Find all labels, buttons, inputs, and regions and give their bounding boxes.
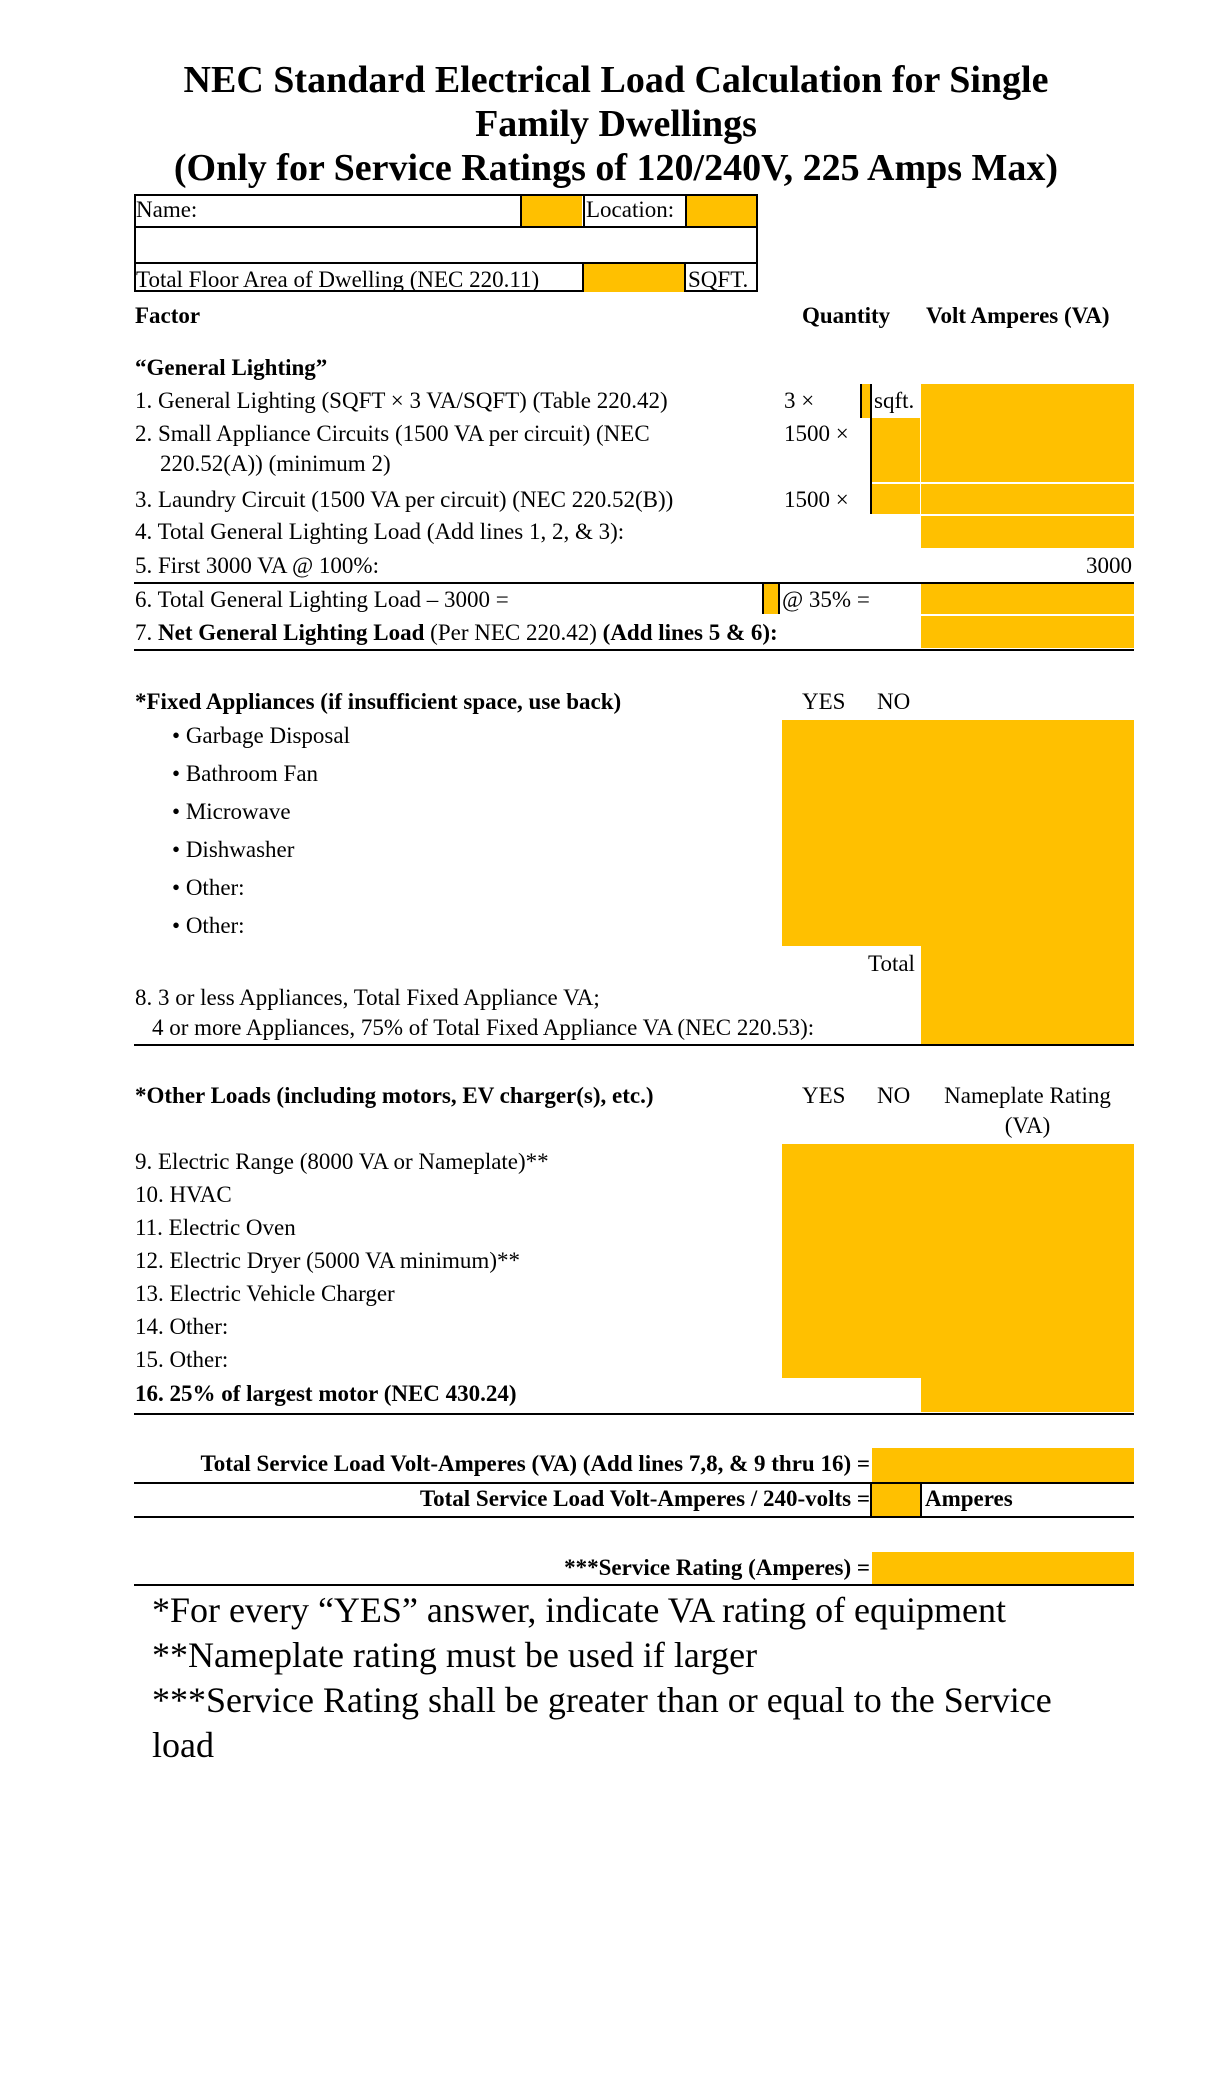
gl-line-7-mid: (Per NEC 220.42) — [424, 620, 603, 645]
title-line-2: Family Dwellings — [475, 103, 757, 145]
fixed-item-6: • Other: — [172, 913, 245, 938]
gl-divider-bottom — [134, 649, 1134, 651]
nameplate-header-2: (VA) — [1004, 1113, 1051, 1138]
fixed-item-5-label: Other: — [185, 875, 245, 900]
gl-line-7-bold: Net General Lighting Load — [158, 620, 425, 645]
title-line-3: (Only for Service Ratings of 120/240V, 225 Amps Max) — [173, 147, 1059, 189]
gl-line-2a: 2. Small Appliance Circuits (1500 VA per circuit) (NEC — [135, 421, 650, 446]
floor-area-label: Total Floor Area of Dwelling (NEC 220.11) — [136, 267, 540, 292]
service-rating-divider — [134, 1584, 1134, 1586]
totals-divider-mid — [134, 1482, 1134, 1484]
fixed-appliances-heading: *Fixed Appliances (if insufficient space, use back) — [135, 689, 622, 714]
total-va-input[interactable] — [872, 1448, 1134, 1482]
other-nameplate-column[interactable] — [921, 1144, 1138, 1380]
fixed-no-header: NO — [877, 689, 911, 714]
general-lighting-heading: “General Lighting” — [135, 355, 328, 380]
total-amps-label: Total Service Load Volt-Amperes / 240-volts = — [419, 1486, 870, 1511]
other-item-9: 9. Electric Range (8000 VA or Nameplate)** — [135, 1149, 549, 1174]
gl-line-6: 6. Total General Lighting Load – 3000 = — [135, 587, 509, 612]
gl-line-2-va-input[interactable] — [921, 418, 1134, 482]
fixed-item-2: • Bathroom Fan — [172, 761, 319, 786]
total-amps-right-border — [920, 1482, 922, 1516]
fixed-item-6-label: Other: — [185, 913, 245, 938]
note-3: ***Service Rating shall be greater than or equal to the Service — [152, 1680, 1052, 1720]
gl-line-1-qty-right-border — [870, 384, 872, 418]
other-line-16: 16. 25% of largest motor (NEC 430.24) — [135, 1381, 517, 1406]
gl-line-1-qty: 3 × — [784, 388, 815, 413]
note-4: load — [152, 1725, 214, 1765]
line-16-va-input[interactable] — [921, 1378, 1134, 1412]
name-label: Name: — [136, 197, 198, 222]
other-no-column[interactable] — [874, 1144, 924, 1380]
gl-sqft-input[interactable] — [862, 384, 870, 418]
gl-line-7-prefix: 7. — [135, 620, 158, 645]
gl-line-7 — [135, 619, 778, 647]
fixed-item-4: • Dishwasher — [172, 837, 295, 862]
other-item-11: 11. Electric Oven — [135, 1215, 296, 1240]
totals-divider-bottom — [134, 1516, 1134, 1518]
total-amps-input[interactable] — [872, 1484, 920, 1516]
quantity-header: Quantity — [802, 303, 891, 328]
va-header: Volt Amperes (VA) — [926, 303, 1110, 328]
other-item-10: 10. HVAC — [135, 1182, 232, 1207]
gl-line-3: 3. Laundry Circuit (1500 VA per circuit) (NEC 220.52(B)) — [135, 487, 674, 512]
fixed-item-5: • Other: — [172, 875, 245, 900]
other-loads-heading: *Other Loads (including motors, EV charger(s), etc.) — [135, 1083, 654, 1108]
fixed-divider-bottom — [134, 1044, 1134, 1046]
sqft-unit: SQFT. — [688, 267, 749, 292]
gl-line-6-va-input[interactable] — [921, 584, 1134, 614]
fixed-line-8a: 8. 3 or less Appliances, Total Fixed Appliance VA; — [135, 985, 600, 1010]
fixed-line-8b: 4 or more Appliances, 75% of Total Fixed Appliance VA (NEC 220.53): — [152, 1015, 815, 1040]
fixed-item-3-label: Microwave — [185, 799, 291, 824]
gl-line-1-va-input[interactable] — [921, 384, 1134, 418]
other-item-14: 14. Other: — [135, 1314, 229, 1339]
title-line-1: NEC Standard Electrical Load Calculation for Single — [183, 59, 1049, 101]
fixed-no-column[interactable] — [874, 720, 924, 948]
gl-line-2-qty: 1500 × — [784, 421, 849, 446]
factor-header: Factor — [135, 303, 201, 328]
service-rating-label: ***Service Rating (Amperes) = — [564, 1555, 870, 1580]
other-yes-header: YES — [802, 1083, 846, 1108]
fixed-item-2-label: Bathroom Fan — [185, 761, 319, 786]
gl-line-7-bold2: (Add lines 5 & 6): — [602, 620, 778, 645]
gl-sqft-unit: sqft. — [874, 388, 915, 413]
page-title — [0, 58, 1232, 190]
gl-line-6-input[interactable] — [764, 584, 778, 614]
location-divider — [583, 194, 585, 227]
fixed-yes-header: YES — [802, 689, 846, 714]
fixed-yes-column[interactable] — [782, 720, 876, 948]
sqft-divider — [684, 262, 686, 292]
fixed-va-column[interactable] — [921, 720, 1138, 948]
other-yes-column[interactable] — [782, 1144, 876, 1380]
small-appliance-qty-input[interactable] — [872, 418, 920, 482]
amperes-label: Amperes — [925, 1486, 1013, 1511]
gl-line-6-pct: @ 35% = — [782, 587, 870, 612]
laundry-qty-input[interactable] — [872, 484, 920, 514]
gl-line-4: 4. Total General Lighting Load (Add lines 1, 2, & 3): — [135, 519, 625, 544]
gl-line-2b: 220.52(A)) (minimum 2) — [160, 451, 391, 476]
fixed-total-label: Total — [868, 951, 915, 976]
gl-line-4-va-input[interactable] — [921, 516, 1134, 548]
location-label: Location: — [586, 197, 675, 222]
note-1: *For every “YES” answer, indicate VA rating of equipment — [152, 1590, 1007, 1630]
gl-line-3-va-input[interactable] — [921, 484, 1134, 514]
fixed-item-1: • Garbage Disposal — [172, 723, 350, 748]
fixed-item-3: • Microwave — [172, 799, 291, 824]
other-item-12: 12. Electric Dryer (5000 VA minimum)** — [135, 1248, 520, 1273]
gl-line-1: 1. General Lighting (SQFT × 3 VA/SQFT) (Table 220.42) — [135, 388, 668, 413]
header-blank-input[interactable] — [136, 228, 756, 262]
location-input[interactable] — [687, 196, 756, 226]
fixed-item-4-label: Dishwasher — [185, 837, 295, 862]
total-va-label: Total Service Load Volt-Amperes (VA) (Add lines 7,8, & 9 thru 16) = — [200, 1451, 870, 1476]
other-item-15: 15. Other: — [135, 1347, 229, 1372]
other-item-13: 13. Electric Vehicle Charger — [135, 1281, 395, 1306]
floor-area-input[interactable] — [584, 264, 684, 292]
other-no-header: NO — [877, 1083, 911, 1108]
gl-line-6-input-right-border — [778, 584, 780, 614]
note-2: **Nameplate rating must be used if larger — [152, 1635, 758, 1675]
fixed-item-1-label: Garbage Disposal — [185, 723, 350, 748]
service-rating-input[interactable] — [872, 1552, 1134, 1584]
gl-line-7-va-input[interactable] — [921, 616, 1134, 648]
nameplate-header-1: Nameplate Rating — [944, 1083, 1111, 1108]
gl-line-3-qty: 1500 × — [784, 487, 849, 512]
fixed-total-va-input[interactable] — [921, 946, 1134, 1046]
gl-line-5: 5. First 3000 VA @ 100%: — [135, 553, 379, 578]
gl-line-5-value: 3000 — [1086, 553, 1132, 578]
other-divider-bottom — [134, 1413, 1134, 1415]
name-input[interactable] — [522, 196, 582, 226]
